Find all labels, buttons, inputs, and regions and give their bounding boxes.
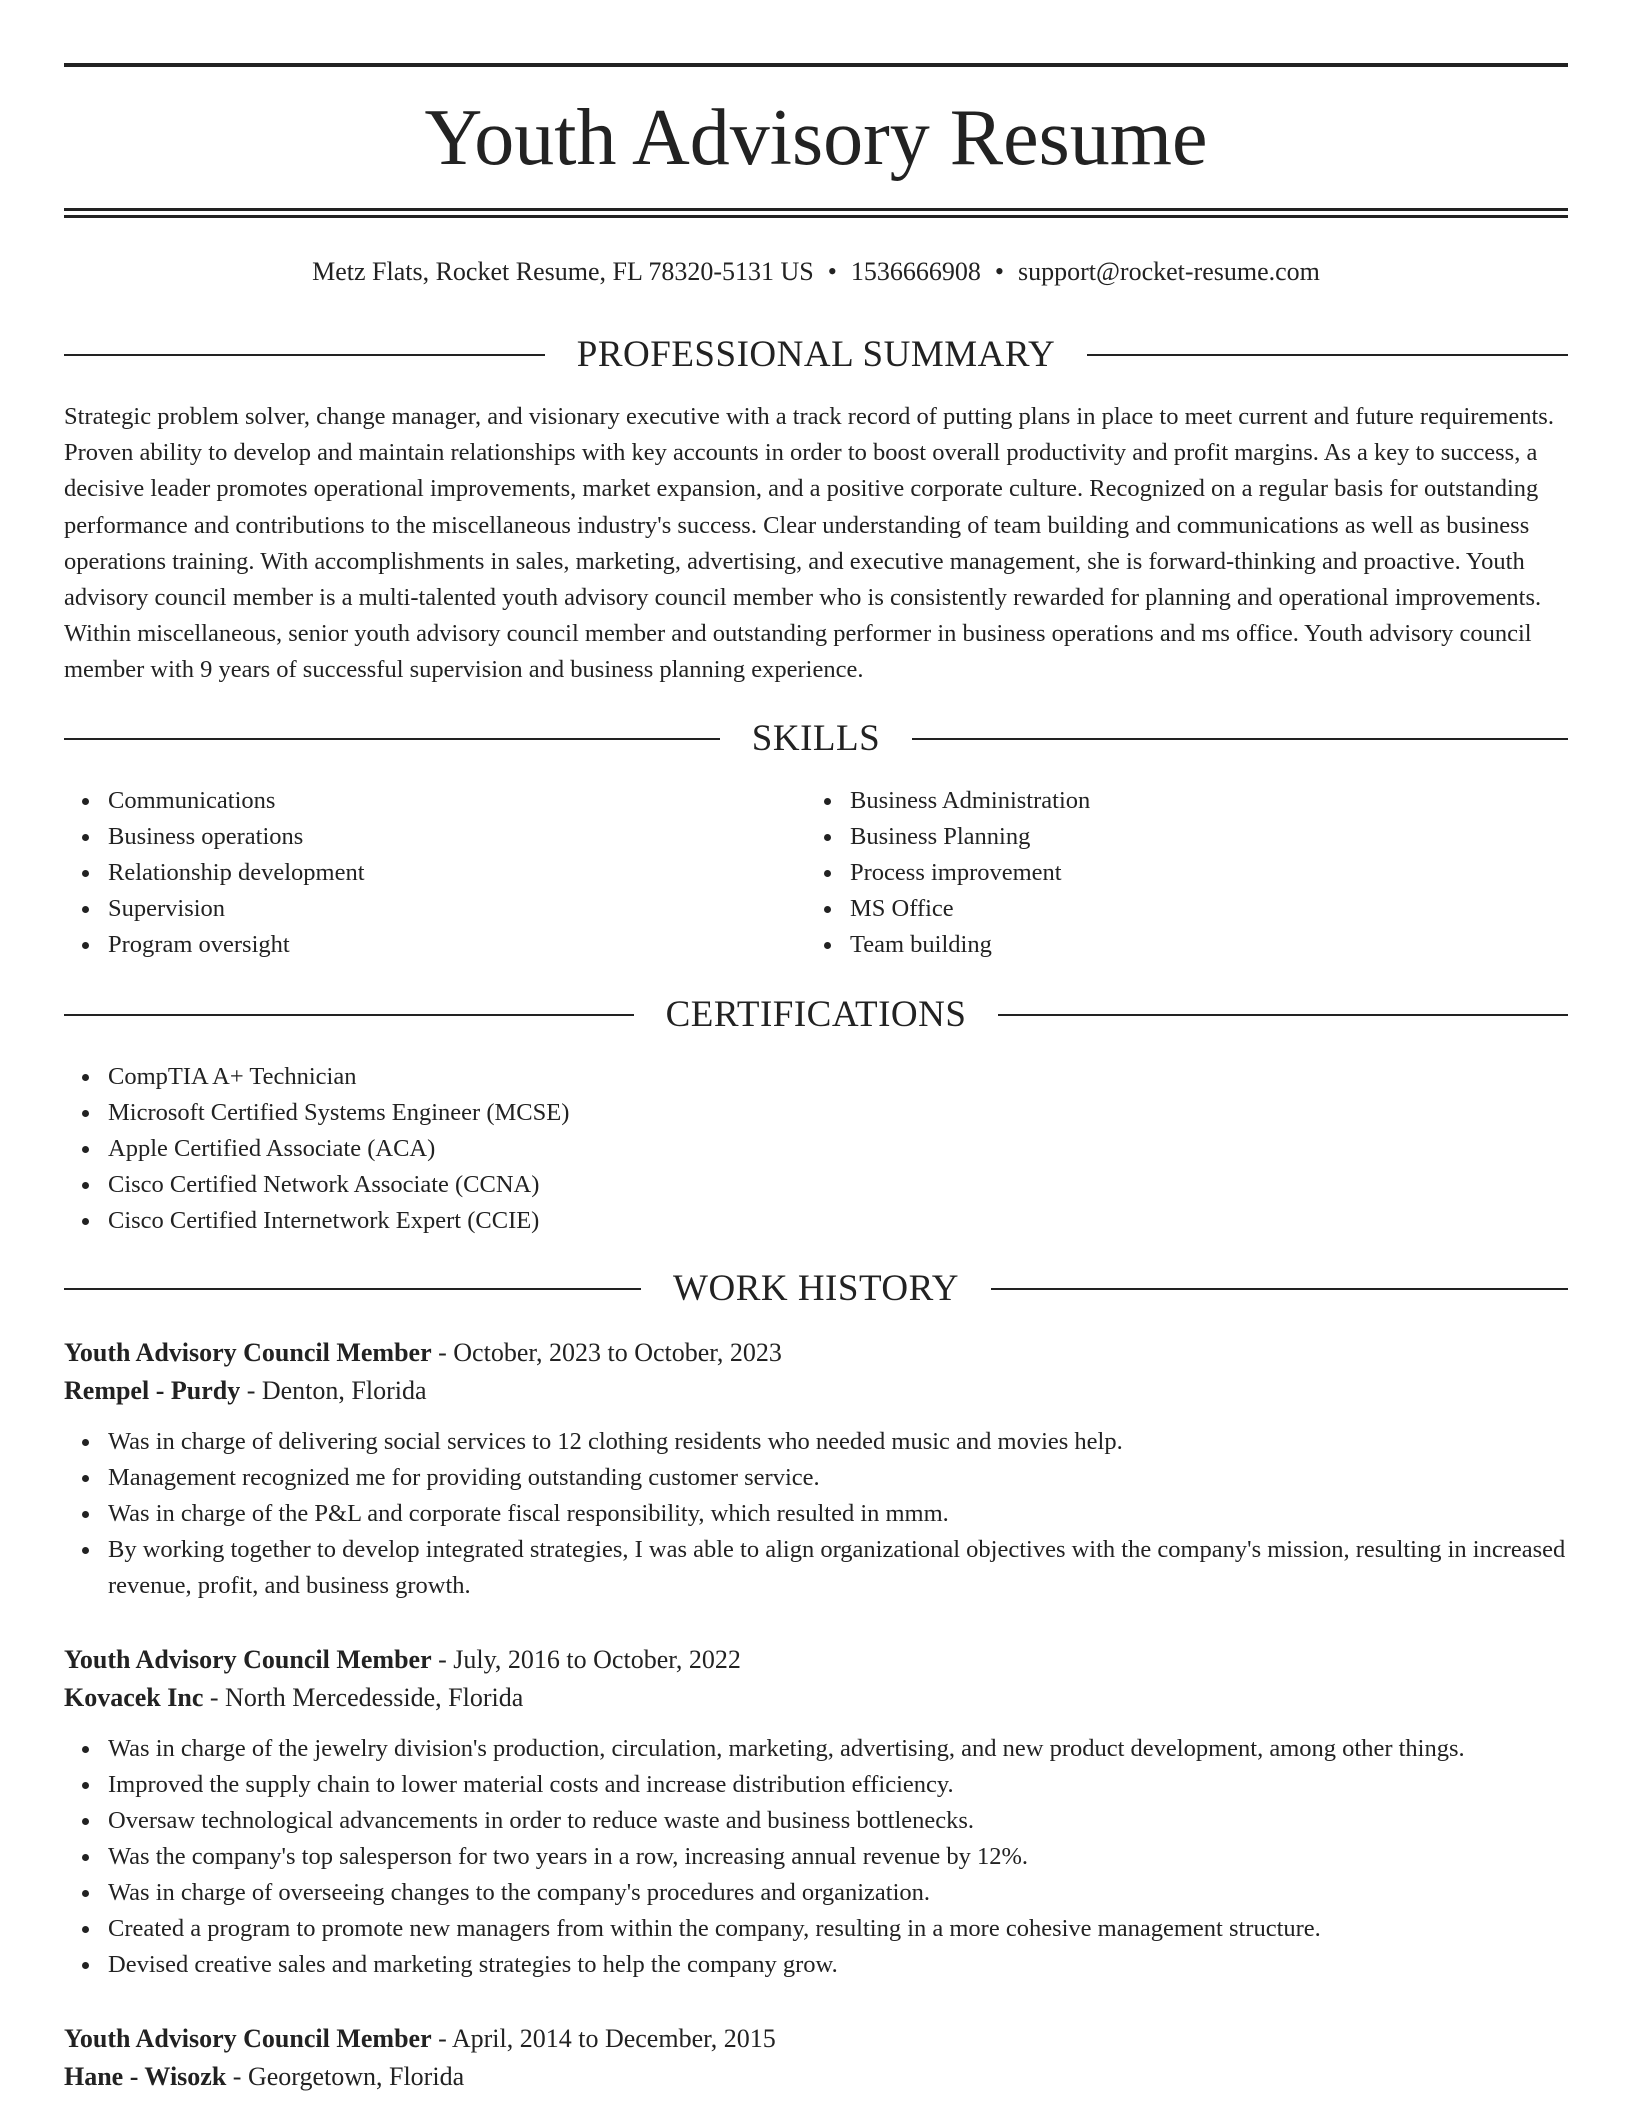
skill-item: Business Planning bbox=[850, 819, 1548, 855]
job-location: - Denton, Florida bbox=[240, 1376, 427, 1405]
job-role-line bbox=[64, 1641, 1568, 1679]
contact-separator: • bbox=[827, 257, 837, 286]
job-company: Kovacek Inc bbox=[64, 1683, 204, 1712]
job-role: Youth Advisory Council Member bbox=[64, 1338, 432, 1367]
skill-item: Supervision bbox=[108, 891, 806, 927]
certification-item: Microsoft Certified Systems Engineer (MCSE) bbox=[108, 1095, 1568, 1131]
page-title: Youth Advisory Resume bbox=[424, 94, 1208, 182]
skill-item: Business Administration bbox=[850, 783, 1548, 819]
skills-list bbox=[64, 783, 1568, 963]
job-bullet: By working together to develop integrated strategies, I was able to align organizational objectives with the company's mission, resulting in increased revenue, profit, and business growth. bbox=[108, 1532, 1568, 1604]
heading-rule bbox=[64, 1288, 641, 1290]
heading-rule bbox=[64, 1014, 634, 1016]
job-location: - Georgetown, Florida bbox=[226, 2062, 465, 2091]
certification-item: Cisco Certified Internetwork Expert (CCIE) bbox=[108, 1203, 1568, 1239]
work-history-heading bbox=[64, 1267, 1568, 1311]
job-dates: - April, 2014 to December, 2015 bbox=[431, 2024, 776, 2053]
job-bullet: Created a program to promote new managers from within the company, resulting in a more cohesive management structure. bbox=[108, 1911, 1568, 1947]
job-entry bbox=[64, 1641, 1568, 1983]
skills-heading-label: SKILLS bbox=[751, 718, 881, 759]
skill-item: Process improvement bbox=[850, 855, 1548, 891]
heading-rule bbox=[998, 1014, 1568, 1016]
contact-line bbox=[64, 254, 1568, 290]
skill-item: MS Office bbox=[850, 891, 1548, 927]
skill-item: Communications bbox=[108, 783, 806, 819]
job-location: - North Mercedesside, Florida bbox=[203, 1683, 524, 1712]
certifications-heading bbox=[64, 993, 1568, 1037]
job-dates: - October, 2023 to October, 2023 bbox=[431, 1338, 782, 1367]
job-company: Rempel - Purdy bbox=[64, 1376, 241, 1405]
summary-text: Strategic problem solver, change manager, and visionary executive with a track record of putting plans in place to meet current and future requirements. Proven ability to develop and maintain relationships with key accounts in order to boost overall productivity and profit margins. As a key to success, a decisive leader promotes operational improvements, market expansion, and a positive corporate culture. Recognized on a regular basis for outstanding performance and contributions to the miscellaneous industry's success. Clear understanding of team building and communications as well as business operations training. With accomplishments in sales, marketing, advertising, and executive management, she is forward-thinking and proactive. Youth advisory council member is a multi-talented youth advisory council member who is consistently rewarded for planning and operational improvements. Within miscellaneous, senior youth advisory council member and outstanding performer in business operations and ms office. Youth advisory council member with 9 years of successful supervision and business planning experience. bbox=[64, 403, 1554, 684]
summary-heading bbox=[64, 333, 1568, 377]
job-role-line bbox=[64, 2020, 1568, 2058]
contact-email: support@rocket-resume.com bbox=[1017, 257, 1320, 286]
skill-item: Program oversight bbox=[108, 927, 806, 963]
job-bullet: Improved the supply chain to lower material costs and increase distribution efficiency. bbox=[108, 1767, 1568, 1803]
heading-rule bbox=[1087, 354, 1568, 356]
skills-column-right bbox=[806, 783, 1548, 963]
job-entry bbox=[64, 1334, 1568, 1604]
work-history-heading-label: WORK HISTORY bbox=[673, 1268, 959, 1309]
job-company-line bbox=[64, 1372, 1568, 1410]
skill-item: Business operations bbox=[108, 819, 806, 855]
job-bullet: Was in charge of the P&L and corporate fiscal responsibility, which resulted in mmm. bbox=[108, 1496, 1568, 1532]
job-role: Youth Advisory Council Member bbox=[64, 2024, 432, 2053]
certification-item: Apple Certified Associate (ACA) bbox=[108, 1131, 1568, 1167]
contact-address: Metz Flats, Rocket Resume, FL 78320-5131 US bbox=[312, 257, 814, 286]
certification-item: Cisco Certified Network Associate (CCNA) bbox=[108, 1167, 1568, 1203]
certifications-list bbox=[64, 1059, 1568, 1239]
job-dates: - July, 2016 to October, 2022 bbox=[431, 1645, 741, 1674]
job-company: Hane - Wisozk bbox=[64, 2062, 227, 2091]
summary-heading-label: PROFESSIONAL SUMMARY bbox=[576, 334, 1056, 375]
job-bullet: Oversaw technological advancements in order to reduce waste and business bottlenecks. bbox=[108, 1803, 1568, 1839]
job-role: Youth Advisory Council Member bbox=[64, 1645, 432, 1674]
job-company-line bbox=[64, 2058, 1568, 2096]
skill-item: Relationship development bbox=[108, 855, 806, 891]
job-bullet: Was the company's top salesperson for two years in a row, increasing annual revenue by 12%. bbox=[108, 1839, 1568, 1875]
certifications-heading-label: CERTIFICATIONS bbox=[665, 994, 967, 1035]
skill-item: Team building bbox=[850, 927, 1548, 963]
skills-column-left bbox=[64, 783, 806, 963]
job-role-line bbox=[64, 1334, 1568, 1372]
job-bullet: Was in charge of delivering social services to 12 clothing residents who needed music and movies help. bbox=[108, 1424, 1568, 1460]
top-rule bbox=[64, 63, 1568, 67]
contact-separator: • bbox=[994, 257, 1004, 286]
job-bullet: Management recognized me for providing outstanding customer service. bbox=[108, 1460, 1568, 1496]
job-company-line bbox=[64, 1679, 1568, 1717]
job-bullet: Devised creative sales and marketing strategies to help the company grow. bbox=[108, 1947, 1568, 1983]
heading-rule bbox=[64, 738, 720, 740]
heading-rule bbox=[991, 1288, 1568, 1290]
heading-rule bbox=[912, 738, 1568, 740]
job-bullet: Was in charge of overseeing changes to the company's procedures and organization. bbox=[108, 1875, 1568, 1911]
heading-rule bbox=[64, 354, 545, 356]
title-double-rule bbox=[64, 208, 1568, 218]
job-entry bbox=[64, 2020, 1568, 2096]
job-bullet: Was in charge of the jewelry division's production, circulation, marketing, advertising, and new product development, among other things. bbox=[108, 1731, 1568, 1767]
certification-item: CompTIA A+ Technician bbox=[108, 1059, 1568, 1095]
contact-phone: 1536666908 bbox=[850, 257, 981, 286]
skills-heading bbox=[64, 717, 1568, 761]
